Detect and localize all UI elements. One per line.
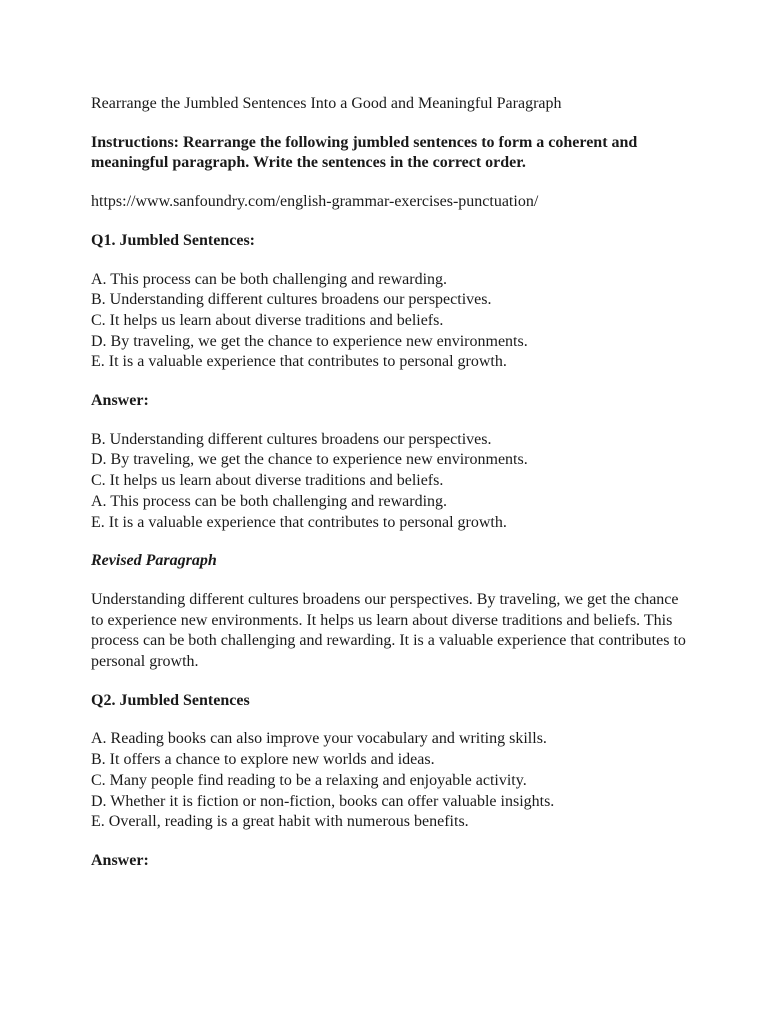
revised-paragraph-heading: Revised Paragraph [91, 552, 217, 570]
q1-sentence: E. It is a valuable experience that contributes to personal growth. [91, 353, 507, 371]
q1-sentence: A. This process can be both challenging and rewarding. [91, 270, 448, 288]
q1-sentence: D. By traveling, we get the chance to experience new environments. [91, 332, 528, 350]
q1-answer-sentence: C. It helps us learn about diverse traditions and beliefs. [91, 472, 444, 490]
q1-heading: Q1. Jumbled Sentences: [91, 231, 255, 249]
q2-sentence: B. It offers a chance to explore new worlds and ideas. [91, 751, 435, 769]
q1-answer-heading: Answer: [91, 392, 149, 410]
q1-sentence: C. It helps us learn about diverse traditions and beliefs. [91, 311, 444, 329]
q2-sentence: A. Reading books can also improve your vocabulary and writing skills. [91, 730, 547, 748]
q2-heading: Q2. Jumbled Sentences [91, 691, 250, 709]
document-page [91, 94, 691, 890]
q2-sentence: E. Overall, reading is a great habit with numerous benefits. [91, 813, 469, 831]
q1-sentence: B. Understanding different cultures broadens our perspectives. [91, 291, 492, 309]
q2-sentence: C. Many people find reading to be a relaxing and enjoyable activity. [91, 771, 527, 789]
q1-answer-sentence: B. Understanding different cultures broadens our perspectives. [91, 430, 492, 448]
document-title: Rearrange the Jumbled Sentences Into a Good and Meaningful Paragraph [91, 95, 562, 112]
q1-answer-sentence: E. It is a valuable experience that contributes to personal growth. [91, 513, 507, 531]
q1-answer-sentence: D. By traveling, we get the chance to experience new environments. [91, 451, 528, 469]
q1-answer-list [91, 430, 691, 534]
q2-sentence: D. Whether it is fiction or non-fiction, books can offer valuable insights. [91, 792, 555, 810]
q2-sentence-list [91, 729, 691, 833]
q1-sentence-list [91, 270, 691, 374]
revised-paragraph: Understanding different cultures broadens our perspectives. By traveling, we get the chance to experience new environments. It helps us learn about diverse traditions and beliefs. This process can be both challenging and rewarding. It is a valuable experience that contributes to personal growth. [91, 590, 686, 671]
source-url: https://www.sanfoundry.com/english-grammar-exercises-punctuation/ [91, 193, 539, 211]
q2-answer-heading: Answer: [91, 851, 149, 869]
q1-answer-sentence: A. This process can be both challenging and rewarding. [91, 492, 448, 510]
instructions: Instructions: Rearrange the following jumbled sentences to form a coherent and meaningful paragraph. Write the sentences in the correct order. [91, 133, 638, 172]
